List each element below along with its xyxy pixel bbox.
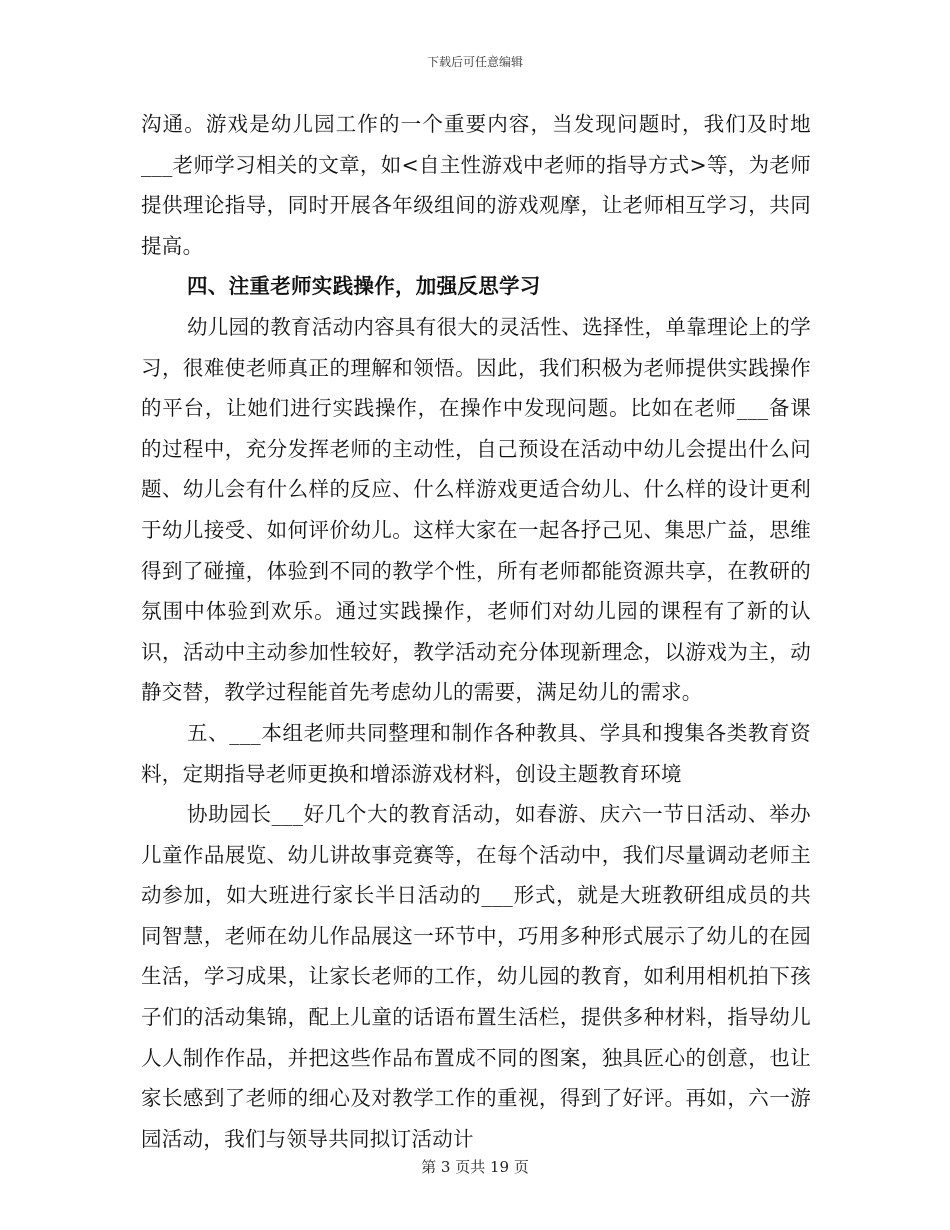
paragraph-4: 协助园长___好几个大的教育活动，如春游、庆六一节日活动、举办儿童作品展览、幼儿讲故事竞赛等，在每个活动中，我们尽量调动老师主动参加，如大班进行家长半日活动的___形式，就是大班教研组成员的共同智慧，老师在幼儿作品展这一环节中，巧用多种形式展示了幼儿的在园生活，学习成果，让家长老师的工作，幼儿园的教育，如利用相机拍下孩子们的活动集锦，配上儿童的话语布置生活栏，提供多种材料，指导幼儿人人制作作品，并把这些作品布置成不同的图案，独具匠心的创意，也让家长感到了老师的细心及对教学工作的重视，得到了好评。再如，六一游园活动，我们与领导共同拟订活动计 bbox=[141, 802, 811, 1151]
page-header: 下载后可任意编辑 bbox=[426, 55, 523, 69]
section-heading-4: 四、注重老师实践操作，加强反思学习 bbox=[187, 274, 541, 299]
paragraph-2: 幼儿园的教育活动内容具有很大的灵活性、选择性，单靠理论上的学习，很难使老师真正的理解和领悟。因此，我们积极为老师提供实践操作的平台，让她们进行实践操作，在操作中发现问题。比如在老师___备课的过程中，充分发挥老师的主动性，自己预设在活动中幼儿会提出什么问题、幼儿会有什么样的反应、什么样游戏更适合幼儿、什么样的设计更利于幼儿接受、如何评价幼儿。这样大家在一起各抒己见、集思广益，思维得到了碰撞，体验到不同的教学个性，所有老师都能资源共享，在教研的氛围中体验到欢乐。通过实践操作，老师们对幼儿园的课程有了新的认识，活动中主动参加性较好，教学活动充分体现新理念，以游戏为主，动静交替，教学过程能首先考虑幼儿的需要，满足幼儿的需求。 bbox=[141, 314, 811, 705]
page-footer: 第 3 页共 19 页 bbox=[421, 1158, 529, 1176]
paragraph-3: 五、___本组老师共同整理和制作各种教具、学具和搜集各类教育资料，定期指导老师更换和增添游戏材料，创设主题教育环境 bbox=[141, 720, 811, 786]
paragraph-1: 沟通。游戏是幼儿园工作的一个重要内容，当发现问题时，我们及时地___老师学习相关的文章，如<自主性游戏中老师的指导方式>等，为老师提供理论指导，同时开展各年级组间的游戏观摩，让老师相互学习，共同提高。 bbox=[141, 112, 811, 258]
document-body bbox=[141, 104, 811, 1159]
